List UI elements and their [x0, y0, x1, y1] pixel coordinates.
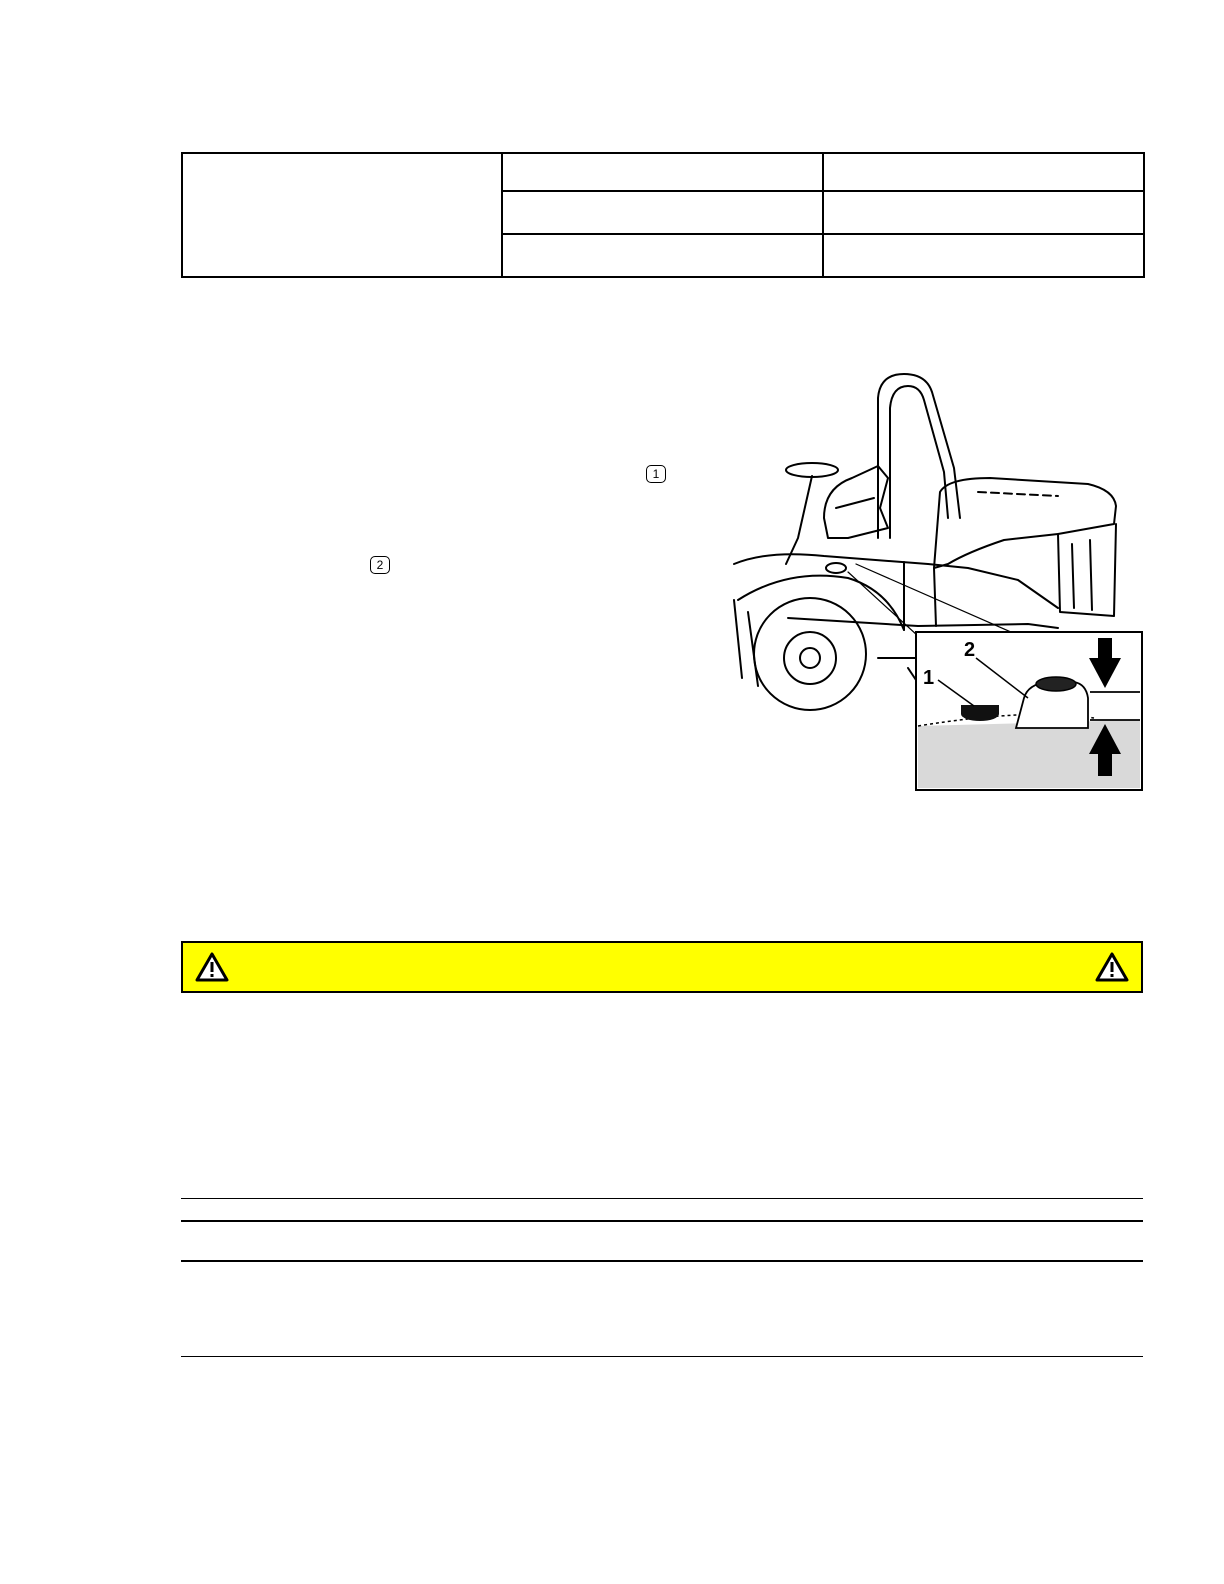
- callout-marker-2: 2: [370, 556, 390, 574]
- table-header-rule: [181, 1220, 1143, 1222]
- spec-table-cell: [823, 153, 1144, 191]
- warning-triangle-icon: [1095, 952, 1129, 982]
- rear-grille: [1058, 524, 1116, 616]
- inset-label-1: 1: [923, 667, 935, 689]
- spec-table-cell: [182, 153, 502, 277]
- spec-table-cell: [502, 153, 823, 191]
- warning-triangle-icon: [195, 952, 229, 982]
- table-bottom-rule: [181, 1356, 1143, 1357]
- spec-table-cell: [823, 234, 1144, 277]
- spec-table-cell: [502, 191, 823, 234]
- mower-illustration: [728, 368, 1148, 794]
- spec-table-cell: [823, 191, 1144, 234]
- table-row-rule: [181, 1260, 1143, 1262]
- front-wheel: [754, 598, 866, 710]
- tank-detail-inset: [916, 632, 1142, 790]
- inset-label-2: 2: [964, 639, 976, 661]
- caution-banner: [181, 941, 1143, 993]
- table-top-rule: [181, 1198, 1143, 1199]
- callout-marker-1: 1: [646, 465, 666, 483]
- spec-table: [181, 152, 1145, 278]
- steering-wheel: [786, 463, 838, 477]
- hood: [934, 478, 1116, 568]
- spec-table-cell: [502, 234, 823, 277]
